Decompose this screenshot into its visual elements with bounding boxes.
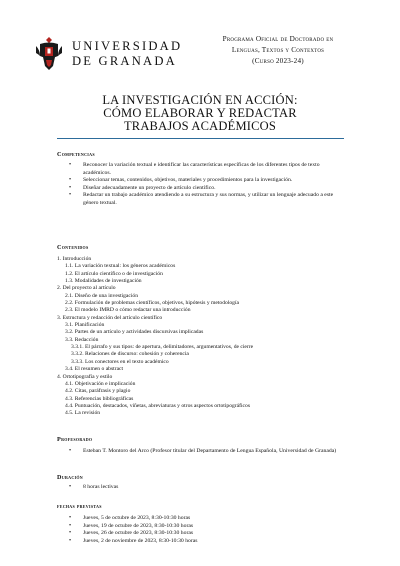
title-line1: LA INVESTIGACIÓN EN ACCIÓN: xyxy=(102,93,298,107)
list-item: • Jueves, 26 de octubre de 2023, 8:30-10:30 horas xyxy=(69,530,194,536)
toc-item: 3.3.2. Relaciones de discurso: cohesión y coherencia xyxy=(71,351,189,358)
toc-item: 4.3. Referencias bibliográficas xyxy=(65,395,134,402)
program-line1: Programa Oficial de Doctorado en xyxy=(222,35,334,43)
bullet-icon: • xyxy=(69,448,72,454)
page-title xyxy=(60,94,340,133)
toc-item: 3.4. El resumen o abstract xyxy=(65,366,124,373)
program-year: (Curso 2023-24) xyxy=(252,57,304,65)
toc-item: 1.1. La variación textual: los géneros académicos xyxy=(65,263,176,270)
toc-item: 2.1. Diseño de una investigación xyxy=(65,292,139,299)
list-item: • Seleccionar temas, contenidos, objetivos, materiales y procedimientos para la investigación. xyxy=(69,177,293,183)
fechas-heading: fechas previstas xyxy=(57,503,102,510)
toc-item: 4. Ortotipografía y estilo xyxy=(57,373,113,380)
university-crest-icon xyxy=(34,36,64,72)
toc-item: 3.3. Redacción xyxy=(65,336,99,343)
profesorado-heading: Profesorado xyxy=(57,436,93,443)
list-item: • Jueves, 5 de octubre de 2023, 8:30-10:30 horas xyxy=(69,515,191,521)
list-item: • 8 horas lectivas xyxy=(69,484,119,490)
program-header xyxy=(198,34,358,67)
bullet-icon: • xyxy=(69,184,72,191)
toc-item: 3. Estructura y redacción del artículo científico xyxy=(57,314,163,321)
toc-item: 1.3. Modalidades de investigación xyxy=(65,278,142,285)
list-item: • Redactar un trabajo académico atendiendo a su estructura y sus normas, y utilizar un lenguaje adecuado a este género textual. xyxy=(69,192,334,206)
competencias-list xyxy=(57,162,345,207)
bullet-icon: • xyxy=(69,522,72,529)
university-logo xyxy=(34,36,184,72)
toc-item: 2.3. El modelo IMRD o cómo redactar una introducción xyxy=(65,307,191,314)
list-item: • Esteban T. Montoro del Arco (Profesor titular del Departamento de Lengua Española, Universidad de Granada) xyxy=(69,448,337,454)
university-name-line1: UNIVERSIDAD xyxy=(72,39,183,53)
duracion-list xyxy=(57,484,345,492)
toc-item: 2. Del proyecto al artículo xyxy=(57,285,116,292)
bullet-icon: • xyxy=(69,192,72,198)
title-line3: TRABAJOS ACADÉMICOS xyxy=(123,119,277,133)
toc-item: 3.3.3. Los conectores en el texto académico xyxy=(71,358,169,365)
profesorado-list xyxy=(57,448,345,456)
title-line2: CÓMO ELABORAR Y REDACTAR xyxy=(103,106,297,120)
toc-item: 4.2. Citas, paráfrasis y plagio xyxy=(65,388,131,395)
toc-item: 3.2. Partes de un artículo y actividades discursivas implicadas xyxy=(65,329,204,336)
bullet-icon: • xyxy=(69,177,72,183)
toc-item: 2.2. Formulación de problemas científicos, objetivos, hipótesis y metodología xyxy=(65,300,239,307)
list-item: • Diseñar adecuadamente un proyecto de artículo científico. xyxy=(69,184,216,191)
bullet-icon: • xyxy=(69,484,72,490)
list-item: • Reconocer la variación textual e identificar las características específicas de los diferentes tipos de texto académicos. xyxy=(69,162,320,176)
competencias-heading: Competencias xyxy=(57,151,95,158)
university-name xyxy=(72,39,182,69)
fechas-list xyxy=(57,515,345,545)
toc-item: 3.3.1. El párrafo y sus tipos: de apertura, delimitadores, argumentativos, de cierre xyxy=(71,344,254,351)
contenidos-heading: Contenidos xyxy=(57,244,89,251)
bullet-icon: • xyxy=(69,162,72,168)
toc-item: 1. Introducción xyxy=(57,256,92,262)
toc-item: 4.5. La revisión xyxy=(65,410,101,417)
toc-item: 4.1. Objetivación e implicación xyxy=(65,380,136,387)
university-name-line2: DE GRANADA xyxy=(72,54,177,68)
list-item: • Jueves, 2 de noviembre de 2023, 8:30-10:30 horas xyxy=(69,537,198,544)
toc-item: 3.1. Planificación xyxy=(65,322,105,329)
bullet-icon: • xyxy=(69,530,72,536)
contenidos-list xyxy=(57,256,345,418)
title-divider xyxy=(57,138,344,139)
toc-item: 4.4. Puntuación, destacados, viñetas, abreviaturas y otros aspectos ortotipográficos xyxy=(65,402,251,409)
list-item: • Jueves, 19 de octubre de 2023, 8:30-10:30 horas xyxy=(69,522,194,529)
toc-item: 1.2. El artículo científico o de investigación xyxy=(65,270,163,277)
bullet-icon: • xyxy=(69,537,72,544)
duracion-heading: Duración xyxy=(57,474,83,481)
bullet-icon: • xyxy=(69,515,72,521)
program-line2: Lenguas, Textos y Contextos xyxy=(231,46,325,54)
